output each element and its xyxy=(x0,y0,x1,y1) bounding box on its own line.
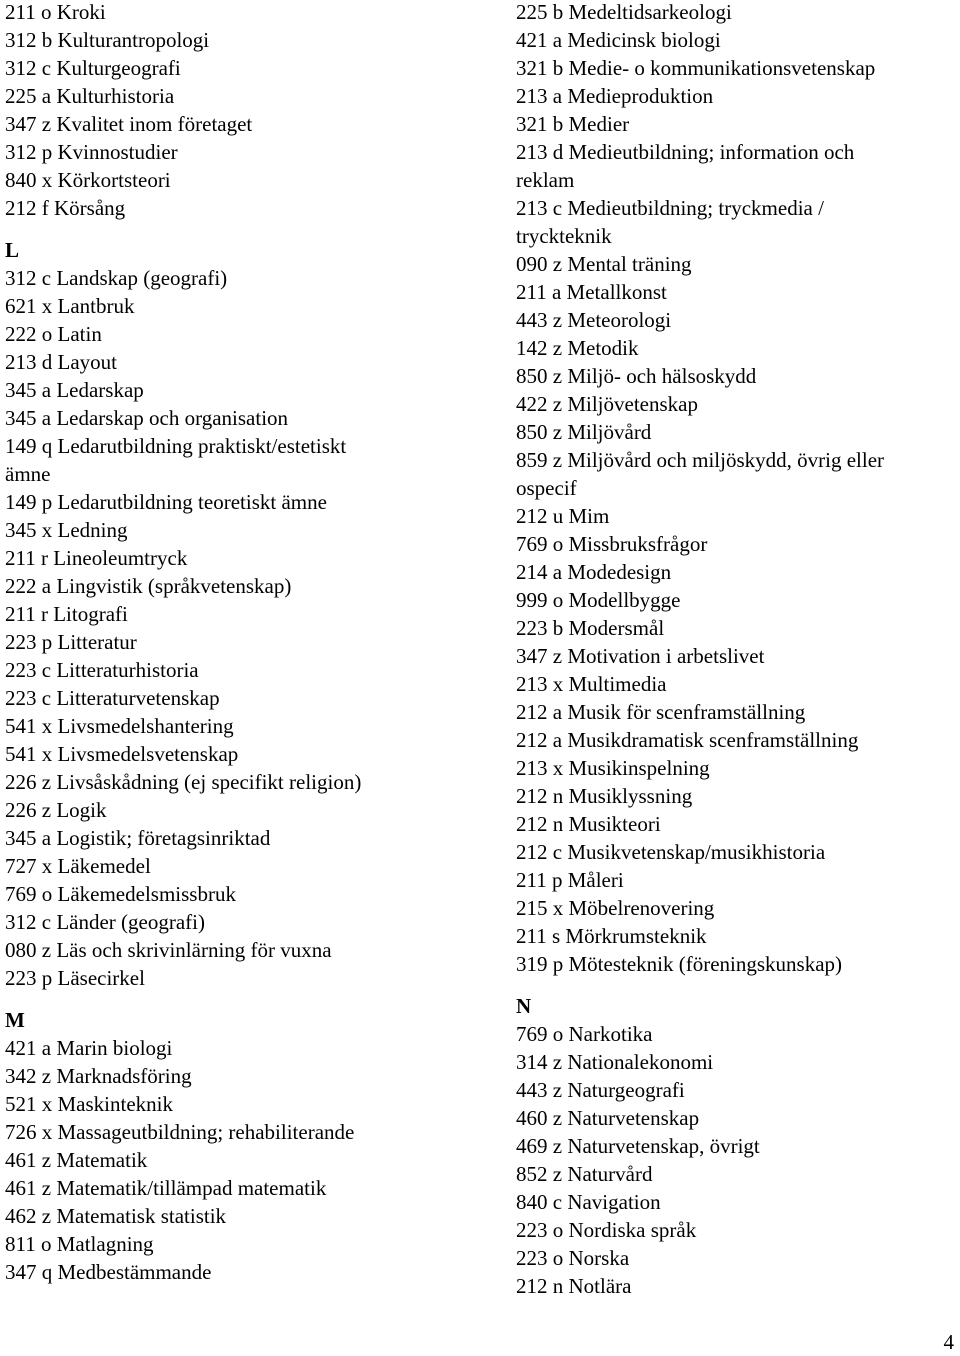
index-entry: 769 o Narkotika xyxy=(516,1022,653,1046)
page-number: 4 xyxy=(943,1330,954,1354)
index-entry: 312 c Kulturgeografi xyxy=(5,56,181,80)
index-entry: 319 p Mötesteknik (föreningskunskap) xyxy=(516,952,843,976)
index-entry: 080 z Läs och skrivinlärning för vuxna xyxy=(5,938,332,962)
index-entry: ospecif xyxy=(516,476,577,500)
index-entry: 811 o Matlagning xyxy=(5,1232,154,1256)
index-entry: 421 a Medicinsk biologi xyxy=(516,28,721,52)
index-entry: 443 z Meteorologi xyxy=(516,308,672,332)
index-entry: 461 z Matematik/tillämpad matematik xyxy=(5,1176,327,1200)
index-entry: 345 a Ledarskap och organisation xyxy=(5,406,289,430)
index-entry: 999 o Modellbygge xyxy=(516,588,681,612)
index-entry: 212 n Musikteori xyxy=(516,812,661,836)
section-letter-heading: L xyxy=(5,238,20,262)
section-gap xyxy=(5,992,490,1006)
index-entry: 347 z Motivation i arbetslivet xyxy=(516,644,765,668)
index-entry: 212 a Musik för scenframställning xyxy=(516,700,806,724)
index-entry: 521 x Maskinteknik xyxy=(5,1092,173,1116)
index-entry: 212 u Mim xyxy=(516,504,610,528)
index-entry: reklam xyxy=(516,168,575,192)
index-entry: 840 x Körkortsteori xyxy=(5,168,171,192)
index-entry: 223 p Läsecirkel xyxy=(5,966,145,990)
left-column xyxy=(5,0,490,1286)
index-entry: 211 s Mörkrumsteknik xyxy=(516,924,707,948)
index-entry: 211 a Metallkonst xyxy=(516,280,667,304)
index-entry: 225 b Medeltidsarkeologi xyxy=(516,0,732,24)
index-entry: 212 f Körsång xyxy=(5,196,126,220)
index-entry: 211 r Lineoleumtryck xyxy=(5,546,188,570)
index-entry: 421 a Marin biologi xyxy=(5,1036,173,1060)
index-entry: 213 d Medieutbildning; information och xyxy=(516,140,855,164)
index-entry: 312 b Kulturantropologi xyxy=(5,28,210,52)
index-entry: 347 q Medbestämmande xyxy=(5,1260,212,1284)
index-entry: 223 o Nordiska språk xyxy=(516,1218,697,1242)
section-letter-heading: M xyxy=(5,1008,25,1032)
index-entry: 212 n Notlära xyxy=(516,1274,632,1298)
index-entry: 225 a Kulturhistoria xyxy=(5,84,175,108)
index-entry: 314 z Nationalekonomi xyxy=(516,1050,714,1074)
index-entry: 541 x Livsmedelsvetenskap xyxy=(5,742,239,766)
index-entry: 223 c Litteraturhistoria xyxy=(5,658,199,682)
index-entry: 213 x Multimedia xyxy=(516,672,667,696)
index-entry: 149 q Ledarutbildning praktiskt/estetiskt xyxy=(5,434,347,458)
index-entry: 211 o Kroki xyxy=(5,0,106,24)
index-entry: 850 z Miljövård xyxy=(516,420,652,444)
section-gap xyxy=(5,222,490,236)
section-letter-heading: N xyxy=(516,994,532,1018)
index-entry: 541 x Livsmedelshantering xyxy=(5,714,234,738)
index-entry: 212 n Musiklyssning xyxy=(516,784,693,808)
right-column xyxy=(516,0,956,1300)
index-entry: 222 o Latin xyxy=(5,322,102,346)
index-entry: 347 z Kvalitet inom företaget xyxy=(5,112,253,136)
index-entry: 345 a Ledarskap xyxy=(5,378,144,402)
index-entry: 222 a Lingvistik (språkvetenskap) xyxy=(5,574,292,598)
index-entry: 212 a Musikdramatisk scenframställning xyxy=(516,728,859,752)
index-entry: 852 z Naturvård xyxy=(516,1162,653,1186)
index-entry: 345 x Ledning xyxy=(5,518,128,542)
index-entry: 321 b Medie- o kommunikationsvetenskap xyxy=(516,56,876,80)
index-entry: 211 r Litografi xyxy=(5,602,128,626)
index-entry: 211 p Måleri xyxy=(516,868,624,892)
index-entry: 213 x Musikinspelning xyxy=(516,756,710,780)
index-entry: 342 z Marknadsföring xyxy=(5,1064,192,1088)
index-entry: 312 c Länder (geografi) xyxy=(5,910,205,934)
index-entry: 213 a Medieproduktion xyxy=(516,84,714,108)
index-entry: 460 z Naturvetenskap xyxy=(516,1106,700,1130)
index-entry: 312 c Landskap (geografi) xyxy=(5,266,228,290)
index-entry: 223 p Litteratur xyxy=(5,630,137,654)
index-entry: 223 c Litteraturvetenskap xyxy=(5,686,220,710)
section-gap xyxy=(516,978,956,992)
index-entry: 850 z Miljö- och hälsoskydd xyxy=(516,364,757,388)
index-entry: 090 z Mental träning xyxy=(516,252,692,276)
index-entry: 226 z Livsåskådning (ej specifikt religion) xyxy=(5,770,362,794)
index-entry: ämne xyxy=(5,462,51,486)
index-entry: 212 c Musikvetenskap/musikhistoria xyxy=(516,840,826,864)
index-entry: 312 p Kvinnostudier xyxy=(5,140,178,164)
index-entry: 621 x Lantbruk xyxy=(5,294,135,318)
index-entry: 422 z Miljövetenskap xyxy=(516,392,698,416)
index-entry: 149 p Ledarutbildning teoretiskt ämne xyxy=(5,490,327,514)
index-entry: tryckteknik xyxy=(516,224,612,248)
index-entry: 859 z Miljövård och miljöskydd, övrig eller xyxy=(516,448,885,472)
index-entry: 462 z Matematisk statistik xyxy=(5,1204,227,1228)
index-entry: 345 a Logistik; företagsinriktad xyxy=(5,826,271,850)
index-entry: 443 z Naturgeografi xyxy=(516,1078,685,1102)
index-entry: 213 c Medieutbildning; tryckmedia / xyxy=(516,196,824,220)
index-entry: 769 o Läkemedelsmissbruk xyxy=(5,882,236,906)
index-entry: 215 x Möbelrenovering xyxy=(516,896,715,920)
index-entry: 321 b Medier xyxy=(516,112,630,136)
index-entry: 461 z Matematik xyxy=(5,1148,148,1172)
index-entry: 214 a Modedesign xyxy=(516,560,672,584)
index-entry: 142 z Metodik xyxy=(516,336,639,360)
index-entry: 727 x Läkemedel xyxy=(5,854,151,878)
index-entry: 469 z Naturvetenskap, övrigt xyxy=(516,1134,760,1158)
index-entry: 213 d Layout xyxy=(5,350,117,374)
index-entry: 769 o Missbruksfrågor xyxy=(516,532,708,556)
index-entry: 226 z Logik xyxy=(5,798,107,822)
index-entry: 726 x Massageutbildning; rehabiliterande xyxy=(5,1120,355,1144)
index-entry: 840 c Navigation xyxy=(516,1190,661,1214)
index-entry: 223 b Modersmål xyxy=(516,616,665,640)
index-entry: 223 o Norska xyxy=(516,1246,630,1270)
